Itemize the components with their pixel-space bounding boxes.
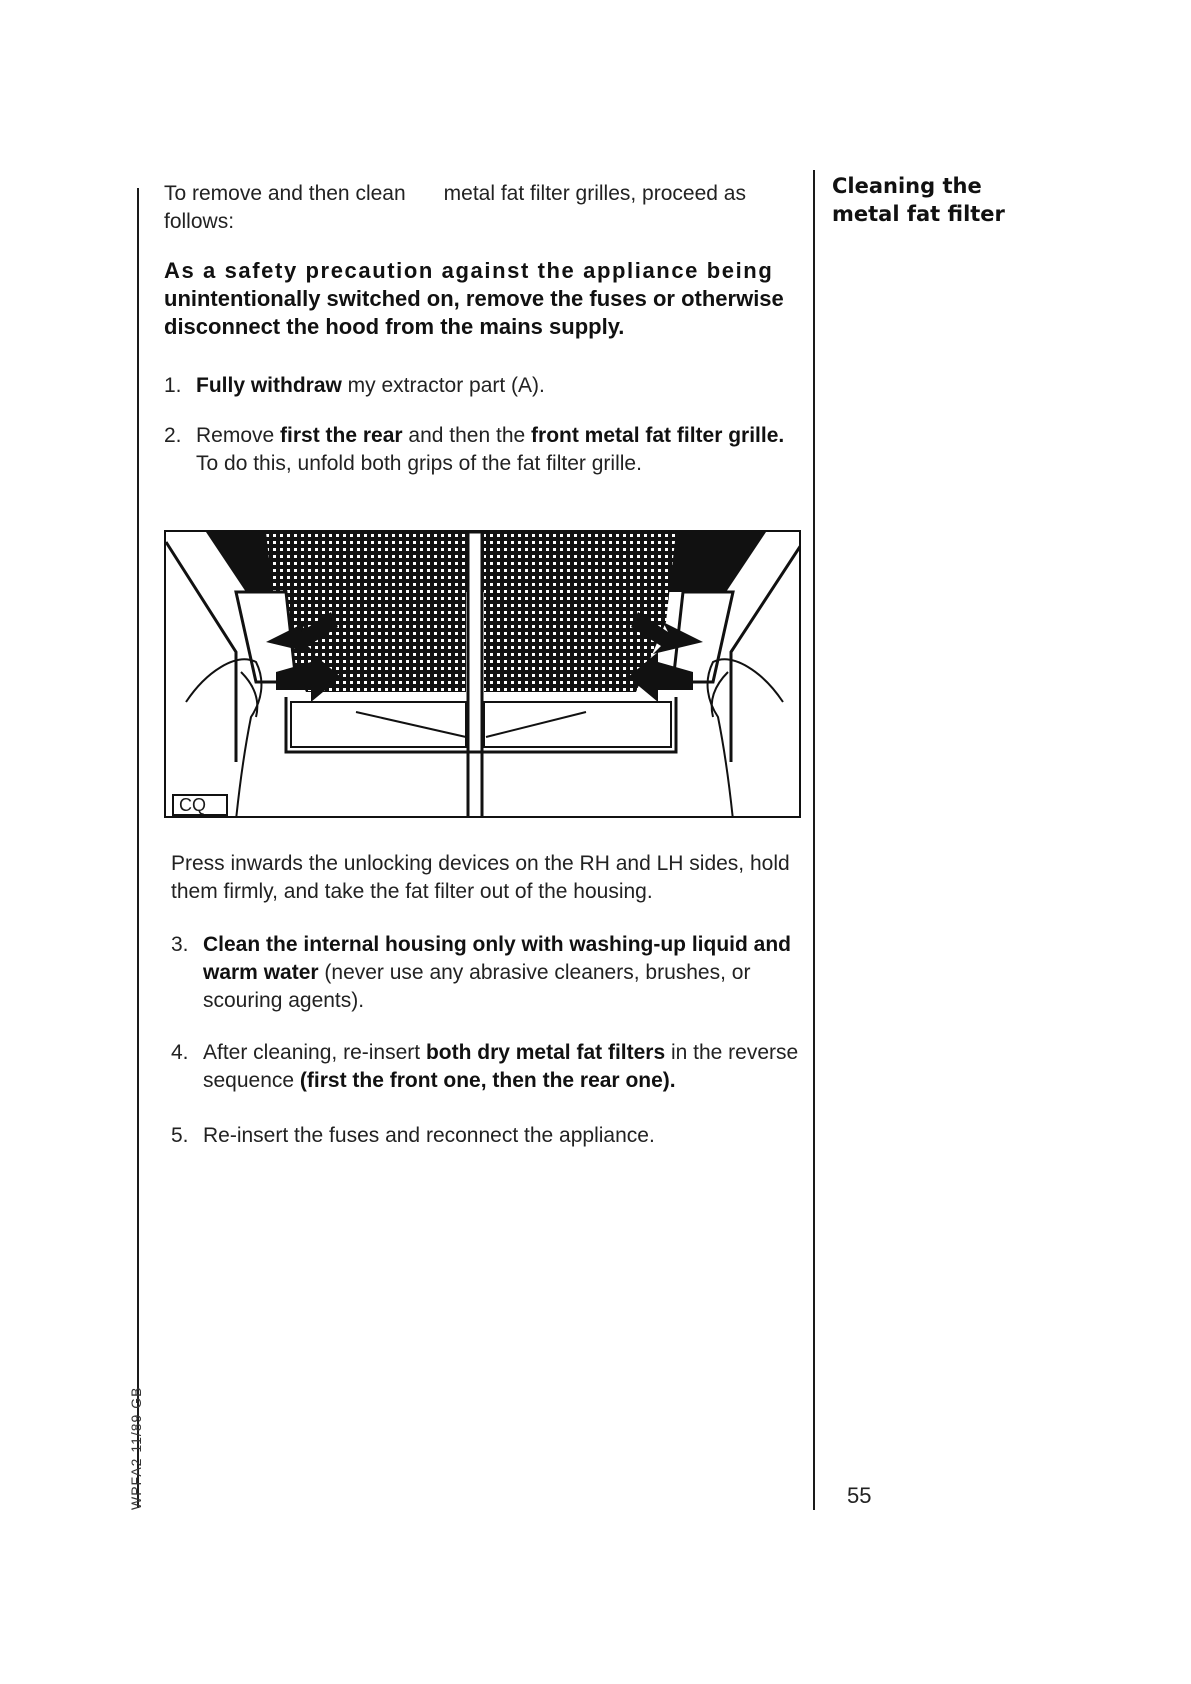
filter-removal-illustration — [164, 530, 801, 818]
intro-paragraph — [164, 180, 804, 236]
step-number: 4. — [171, 1041, 189, 1064]
step-bold: (first the front one, then the rear one). — [299, 1069, 676, 1092]
step-5 — [171, 1122, 807, 1150]
section-heading — [832, 172, 1032, 228]
step-number: 5. — [171, 1124, 189, 1147]
step-text: After cleaning, re-insert — [203, 1041, 426, 1064]
step-text: in the reverse sequence — [203, 1041, 799, 1092]
step-4 — [171, 1039, 807, 1095]
illustration-drawing — [166, 532, 801, 818]
intro-part1: To remove and then clean — [164, 182, 406, 205]
step-number: 3. — [171, 933, 189, 956]
intro-part2: metal fat filter grilles, proceed as follows: — [164, 182, 746, 233]
left-margin-rule — [137, 188, 139, 1508]
step-text: Remove — [196, 424, 281, 447]
figure-caption: Press inwards the unlocking devices on the RH and LH sides, hold them firmly, and take the fat filter out of the housing. — [171, 852, 790, 903]
step-text: and then the — [402, 424, 532, 447]
warning-line1: As a safety precaution against the appliance being — [164, 258, 774, 283]
step-3 — [171, 931, 807, 1015]
section-heading-line1: Cleaning the — [832, 174, 982, 198]
right-column-rule — [813, 170, 815, 1510]
step-text: (never use any abrasive cleaners, brushes, or scouring agents). — [203, 961, 751, 1012]
step-subtext: To do this, unfold both grips of the fat filter grille. — [196, 452, 642, 475]
step-1 — [164, 372, 804, 400]
step-bold: Clean the internal housing only with washing-up liquid and warm water — [203, 933, 791, 984]
step-number: 2. — [164, 424, 182, 447]
document-code: WPFA2 11/89 GB — [128, 1386, 144, 1510]
step-bold: both dry metal fat filters — [425, 1041, 666, 1064]
step-number: 1. — [164, 374, 182, 397]
step-bold: front metal fat filter grille. — [531, 424, 785, 447]
step-text: my extractor part (A). — [341, 374, 545, 397]
step-2 — [164, 422, 804, 478]
step-bold: Fully withdraw — [196, 374, 342, 397]
figure-label: CQ — [172, 794, 228, 816]
page-number: 55 — [847, 1483, 872, 1508]
safety-warning — [164, 257, 804, 341]
section-heading-line2: metal fat filter — [832, 202, 1005, 226]
warning-line2: unintentionally switched on, remove the fuses or otherwise — [164, 286, 784, 311]
warning-line3: disconnect the hood from the mains supply. — [164, 314, 625, 339]
step-bold: first the rear — [280, 424, 403, 447]
step-text: Re-insert the fuses and reconnect the appliance. — [203, 1124, 655, 1147]
